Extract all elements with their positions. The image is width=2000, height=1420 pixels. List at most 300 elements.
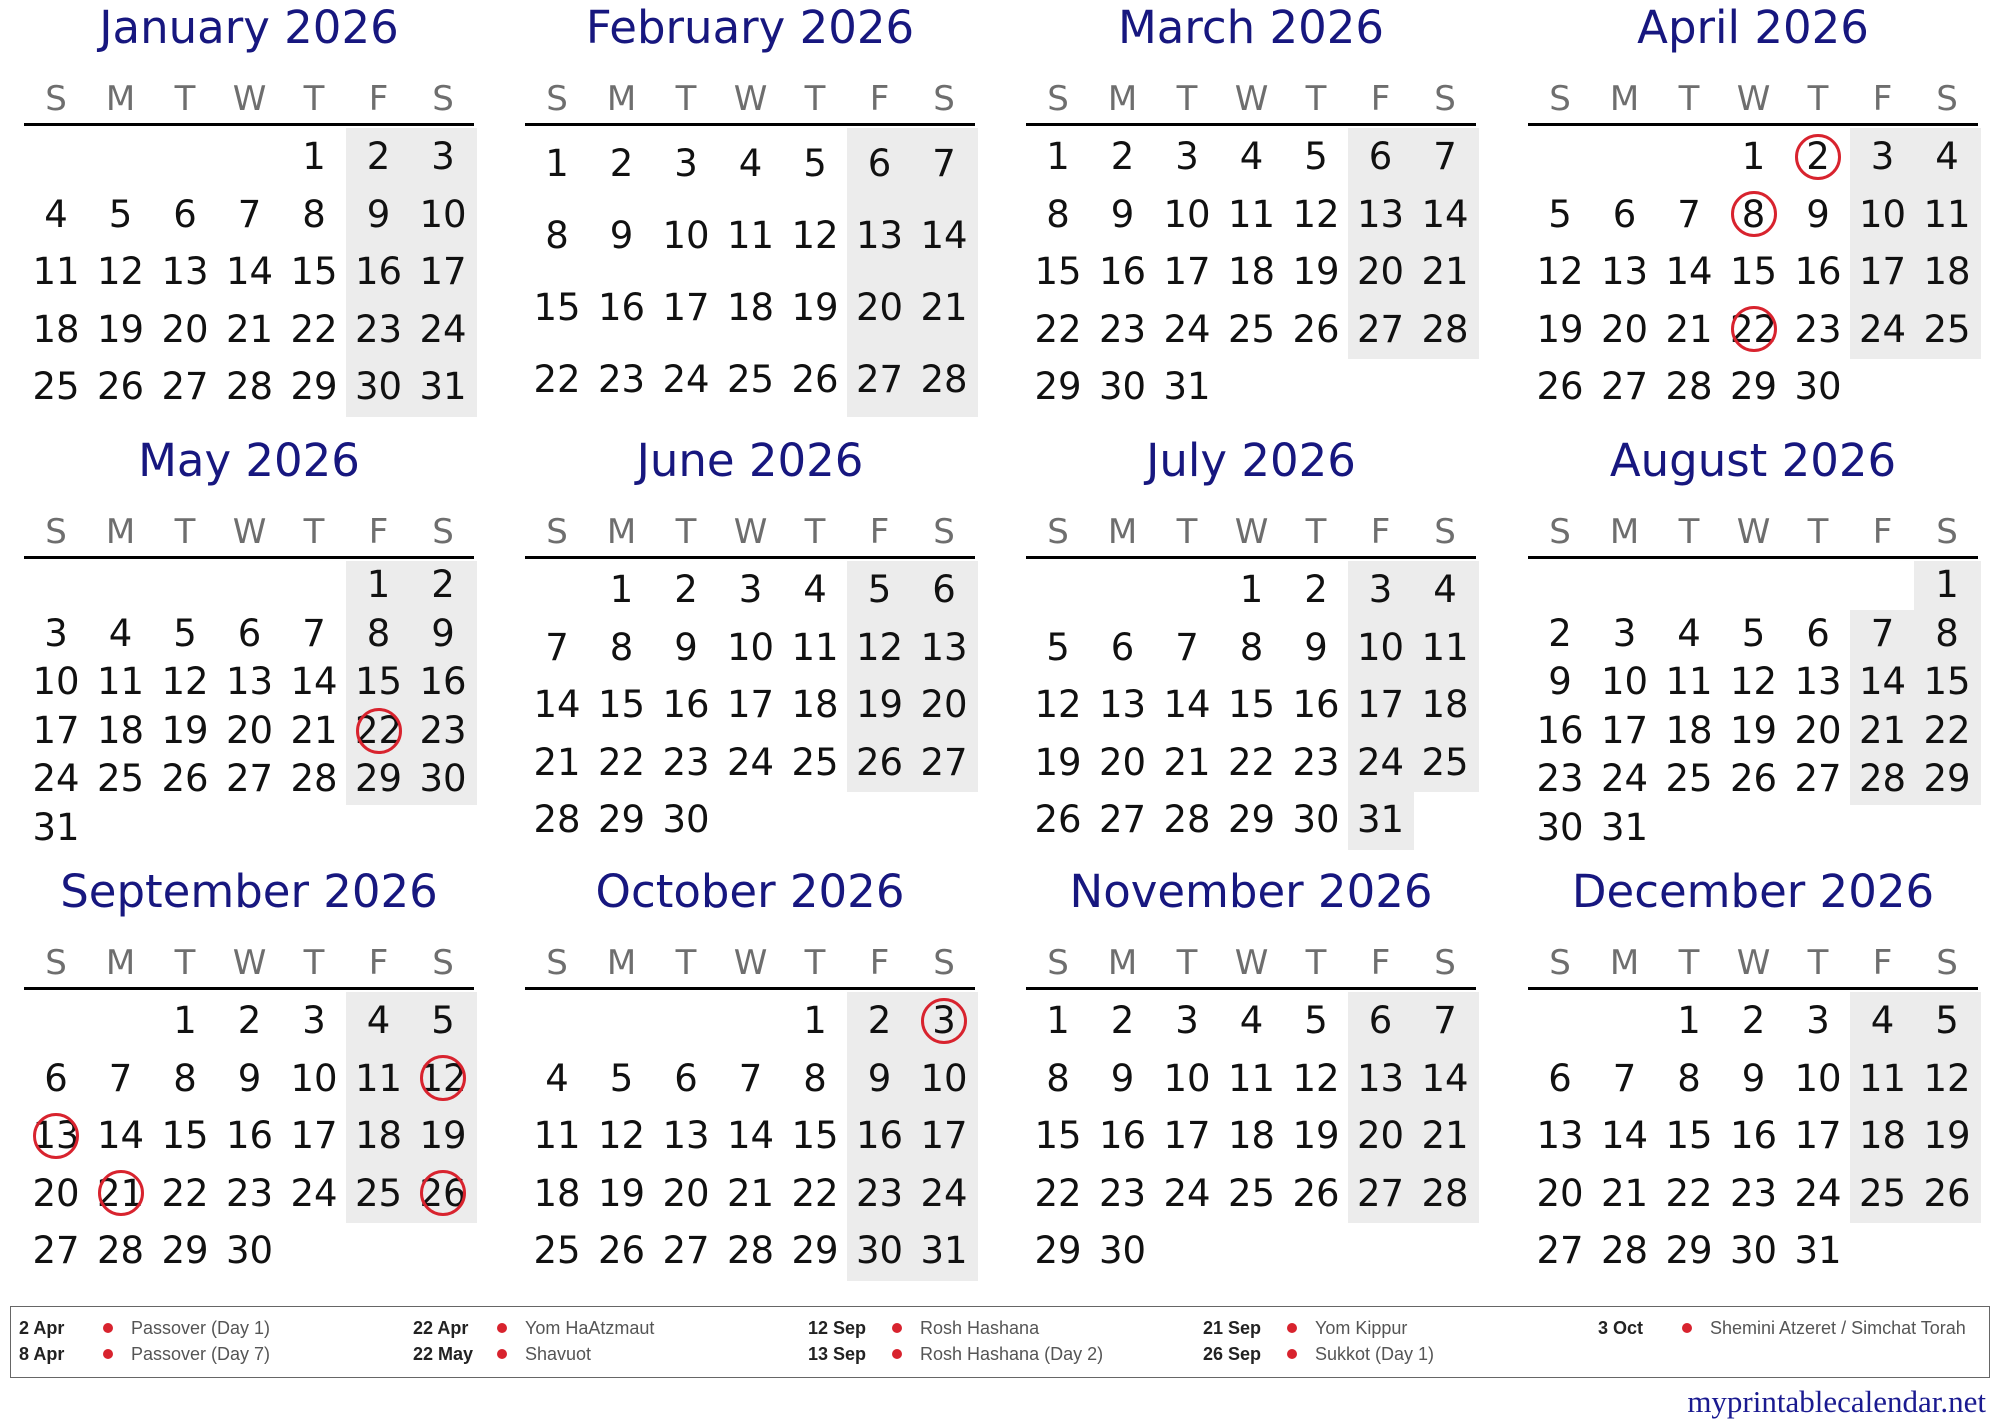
day-cell[interactable]: 27: [1600, 365, 1649, 408]
day-cell[interactable]: 9: [1304, 625, 1328, 669]
day-cell[interactable]: 21: [1421, 1114, 1469, 1157]
day-cell[interactable]: 24: [726, 740, 775, 784]
day-cell[interactable]: 6: [1612, 192, 1637, 236]
day-cell[interactable]: 23: [354, 307, 403, 351]
day-cell[interactable]: 14: [533, 683, 581, 726]
day-cell[interactable]: 17: [920, 1114, 968, 1157]
day-cell[interactable]: 2: [1110, 135, 1135, 178]
day-cell[interactable]: 14: [225, 250, 274, 293]
day-cell[interactable]: 1: [1935, 563, 1959, 606]
day-cell[interactable]: 11: [1227, 1056, 1276, 1100]
day-cell[interactable]: 8: [1046, 1056, 1070, 1100]
day-cell[interactable]: 10: [1163, 192, 1211, 236]
day-cell[interactable]: 5: [803, 142, 827, 185]
day-cell[interactable]: 23: [662, 740, 710, 784]
day-cell[interactable]: 21: [920, 286, 968, 329]
day-cell[interactable]: 26: [1536, 365, 1584, 408]
day-cell[interactable]: 21: [1665, 307, 1713, 351]
day-cell[interactable]: 9: [237, 1056, 262, 1100]
day-cell[interactable]: 3: [44, 611, 68, 655]
day-cell[interactable]: 1: [1046, 999, 1070, 1042]
day-cell[interactable]: 20: [1600, 307, 1649, 351]
day-cell[interactable]: 29: [354, 757, 403, 800]
day-cell[interactable]: 6: [1110, 625, 1135, 669]
day-cell[interactable]: 26: [855, 740, 904, 784]
day-cell[interactable]: 4: [545, 1056, 569, 1100]
day-cell[interactable]: 18: [1923, 250, 1971, 293]
day-cell[interactable]: 15: [1665, 1114, 1713, 1157]
day-cell[interactable]: 16: [662, 683, 710, 726]
day-cell[interactable]: 2: [1741, 999, 1766, 1042]
day-cell[interactable]: 4: [366, 999, 391, 1042]
day-cell[interactable]: 30: [1794, 365, 1842, 408]
day-cell[interactable]: 17: [662, 286, 710, 329]
day-cell[interactable]: 21: [1600, 1171, 1649, 1215]
day-cell[interactable]: 29: [1227, 798, 1276, 841]
day-cell[interactable]: 28: [1163, 798, 1211, 841]
day-cell[interactable]: 18: [791, 683, 839, 726]
day-cell[interactable]: 1: [1046, 135, 1070, 178]
day-cell[interactable]: 24: [1356, 740, 1405, 784]
day-cell[interactable]: 15: [1227, 683, 1276, 726]
day-cell[interactable]: 19: [96, 307, 145, 351]
day-cell[interactable]: 4: [1677, 611, 1701, 655]
day-cell[interactable]: 8: [803, 1056, 827, 1100]
day-cell[interactable]: 5: [1304, 135, 1328, 178]
day-cell[interactable]: 25: [32, 365, 80, 408]
day-cell[interactable]: 27: [225, 757, 274, 800]
day-cell[interactable]: 25: [1923, 307, 1971, 351]
day-cell[interactable]: 21: [726, 1171, 775, 1215]
day-cell[interactable]: 6: [1368, 135, 1393, 178]
day-cell[interactable]: 22: [290, 307, 338, 351]
day-cell[interactable]: 11: [533, 1114, 581, 1157]
day-cell[interactable]: 20: [855, 286, 904, 329]
day-cell[interactable]: 9: [674, 625, 698, 669]
day-cell[interactable]: 2: [237, 999, 262, 1042]
day-cell[interactable]: 24: [290, 1171, 338, 1215]
day-cell[interactable]: 4: [1935, 135, 1959, 178]
day-cell[interactable]: 12: [1729, 660, 1778, 703]
day-cell[interactable]: 14: [920, 214, 968, 257]
day-cell[interactable]: 22: [1665, 1171, 1713, 1215]
day-cell[interactable]: 3: [1175, 135, 1199, 178]
day-cell[interactable]: 30: [1098, 1229, 1147, 1272]
day-cell[interactable]: 15: [161, 1114, 209, 1157]
day-cell[interactable]: 9: [1110, 1056, 1135, 1100]
day-cell[interactable]: 6: [237, 611, 262, 655]
day-cell[interactable]: 17: [1600, 708, 1649, 752]
day-cell[interactable]: 4: [44, 192, 68, 236]
day-cell[interactable]: 5: [1046, 625, 1070, 669]
day-cell[interactable]: 20: [161, 307, 209, 351]
day-cell[interactable]: 24: [662, 358, 710, 401]
day-cell[interactable]: 9: [431, 611, 455, 655]
day-cell[interactable]: 16: [225, 1114, 274, 1157]
day-cell[interactable]: 18: [96, 708, 145, 752]
day-cell[interactable]: 3: [932, 999, 956, 1042]
day-cell[interactable]: 13: [161, 250, 209, 293]
day-cell[interactable]: 19: [1729, 708, 1778, 752]
day-cell[interactable]: 8: [302, 192, 326, 236]
day-cell[interactable]: 12: [419, 1056, 467, 1100]
day-cell[interactable]: 4: [1870, 999, 1895, 1042]
day-cell[interactable]: 25: [533, 1229, 581, 1272]
day-cell[interactable]: 23: [1536, 757, 1584, 800]
day-cell[interactable]: 17: [32, 708, 80, 752]
day-cell[interactable]: 11: [1858, 1056, 1907, 1100]
day-cell[interactable]: 22: [1034, 1171, 1082, 1215]
day-cell[interactable]: 10: [32, 660, 80, 703]
day-cell[interactable]: 25: [1421, 740, 1469, 784]
day-cell[interactable]: 30: [855, 1229, 904, 1272]
day-cell[interactable]: 24: [419, 307, 467, 351]
day-cell[interactable]: 18: [1665, 708, 1713, 752]
day-cell[interactable]: 12: [791, 214, 839, 257]
day-cell[interactable]: 24: [1163, 307, 1211, 351]
day-cell[interactable]: 2: [1806, 135, 1830, 178]
day-cell[interactable]: 3: [738, 568, 763, 611]
day-cell[interactable]: 27: [920, 740, 968, 784]
day-cell[interactable]: 26: [1034, 798, 1082, 841]
day-cell[interactable]: 10: [419, 192, 467, 236]
day-cell[interactable]: 28: [225, 365, 274, 408]
day-cell[interactable]: 19: [791, 286, 839, 329]
day-cell[interactable]: 28: [290, 757, 338, 800]
day-cell[interactable]: 19: [1292, 1114, 1340, 1157]
day-cell[interactable]: 12: [597, 1114, 646, 1157]
day-cell[interactable]: 13: [920, 625, 968, 669]
day-cell[interactable]: 30: [1292, 798, 1340, 841]
day-cell[interactable]: 20: [662, 1171, 710, 1215]
day-cell[interactable]: 16: [1794, 250, 1842, 293]
day-cell[interactable]: 29: [1923, 757, 1971, 800]
day-cell[interactable]: 5: [1548, 192, 1572, 236]
day-cell[interactable]: 5: [867, 568, 892, 611]
day-cell[interactable]: 27: [1356, 1171, 1405, 1215]
day-cell[interactable]: 20: [1536, 1171, 1584, 1215]
day-cell[interactable]: 13: [1356, 192, 1405, 236]
day-cell[interactable]: 2: [1548, 611, 1572, 655]
day-cell[interactable]: 14: [1421, 1056, 1469, 1100]
day-cell[interactable]: 20: [225, 708, 274, 752]
day-cell[interactable]: 27: [1098, 798, 1147, 841]
day-cell[interactable]: 31: [920, 1229, 968, 1272]
day-cell[interactable]: 13: [1356, 1056, 1405, 1100]
day-cell[interactable]: 18: [32, 307, 80, 351]
day-cell[interactable]: 3: [1612, 611, 1637, 655]
day-cell[interactable]: 7: [545, 625, 569, 669]
day-cell[interactable]: 28: [1600, 1229, 1649, 1272]
day-cell[interactable]: 20: [1098, 740, 1147, 784]
day-cell[interactable]: 23: [419, 708, 467, 752]
day-cell[interactable]: 29: [1034, 1229, 1082, 1272]
day-cell[interactable]: 16: [354, 250, 403, 293]
day-cell[interactable]: 22: [791, 1171, 839, 1215]
day-cell[interactable]: 7: [738, 1056, 763, 1100]
day-cell[interactable]: 6: [867, 142, 892, 185]
day-cell[interactable]: 6: [1368, 999, 1393, 1042]
day-cell[interactable]: 28: [1421, 307, 1469, 351]
day-cell[interactable]: 18: [533, 1171, 581, 1215]
day-cell[interactable]: 26: [96, 365, 145, 408]
day-cell[interactable]: 22: [1034, 307, 1082, 351]
day-cell[interactable]: 17: [1858, 250, 1907, 293]
day-cell[interactable]: 15: [290, 250, 338, 293]
day-cell[interactable]: 13: [662, 1114, 710, 1157]
day-cell[interactable]: 26: [597, 1229, 646, 1272]
day-cell[interactable]: 29: [597, 798, 646, 841]
day-cell[interactable]: 12: [855, 625, 904, 669]
day-cell[interactable]: 24: [920, 1171, 968, 1215]
day-cell[interactable]: 28: [1665, 365, 1713, 408]
day-cell[interactable]: 31: [1356, 798, 1405, 841]
day-cell[interactable]: 24: [1600, 757, 1649, 800]
day-cell[interactable]: 18: [1227, 250, 1276, 293]
day-cell[interactable]: 3: [1368, 568, 1393, 611]
day-cell[interactable]: 17: [1356, 683, 1405, 726]
day-cell[interactable]: 23: [225, 1171, 274, 1215]
day-cell[interactable]: 20: [1356, 1114, 1405, 1157]
day-cell[interactable]: 23: [1729, 1171, 1778, 1215]
day-cell[interactable]: 1: [803, 999, 827, 1042]
day-cell[interactable]: 3: [431, 135, 455, 178]
day-cell[interactable]: 1: [545, 142, 569, 185]
day-cell[interactable]: 11: [1665, 660, 1713, 703]
day-cell[interactable]: 14: [290, 660, 338, 703]
day-cell[interactable]: 12: [1292, 192, 1340, 236]
day-cell[interactable]: 18: [1421, 683, 1469, 726]
day-cell[interactable]: 29: [290, 365, 338, 408]
day-cell[interactable]: 23: [1292, 740, 1340, 784]
day-cell[interactable]: 12: [1923, 1056, 1971, 1100]
day-cell[interactable]: 30: [354, 365, 403, 408]
day-cell[interactable]: 8: [609, 625, 634, 669]
day-cell[interactable]: 19: [1292, 250, 1340, 293]
day-cell[interactable]: 22: [597, 740, 646, 784]
day-cell[interactable]: 18: [1858, 1114, 1907, 1157]
day-cell[interactable]: 1: [302, 135, 326, 178]
day-cell[interactable]: 6: [674, 1056, 698, 1100]
day-cell[interactable]: 27: [32, 1229, 80, 1272]
day-cell[interactable]: 14: [1858, 660, 1907, 703]
day-cell[interactable]: 19: [597, 1171, 646, 1215]
day-cell[interactable]: 8: [1046, 192, 1070, 236]
day-cell[interactable]: 5: [1741, 611, 1766, 655]
day-cell[interactable]: 6: [1806, 611, 1830, 655]
day-cell[interactable]: 23: [1098, 1171, 1147, 1215]
day-cell[interactable]: 25: [1227, 307, 1276, 351]
day-cell[interactable]: 5: [431, 999, 455, 1042]
day-cell[interactable]: 9: [1806, 192, 1830, 236]
day-cell[interactable]: 21: [96, 1171, 145, 1215]
day-cell[interactable]: 28: [726, 1229, 775, 1272]
day-cell[interactable]: 31: [419, 365, 467, 408]
day-cell[interactable]: 8: [1935, 611, 1959, 655]
day-cell[interactable]: 10: [920, 1056, 968, 1100]
day-cell[interactable]: 13: [1794, 660, 1842, 703]
day-cell[interactable]: 12: [96, 250, 145, 293]
day-cell[interactable]: 26: [1923, 1171, 1971, 1215]
day-cell[interactable]: 14: [1163, 683, 1211, 726]
day-cell[interactable]: 25: [726, 358, 775, 401]
day-cell[interactable]: 15: [597, 683, 646, 726]
day-cell[interactable]: 1: [1239, 568, 1264, 611]
day-cell[interactable]: 22: [1227, 740, 1276, 784]
day-cell[interactable]: 3: [1806, 999, 1830, 1042]
day-cell[interactable]: 28: [96, 1229, 145, 1272]
day-cell[interactable]: 3: [1175, 999, 1199, 1042]
day-cell[interactable]: 12: [161, 660, 209, 703]
day-cell[interactable]: 26: [419, 1171, 467, 1215]
day-cell[interactable]: 2: [867, 999, 892, 1042]
day-cell[interactable]: 6: [44, 1056, 68, 1100]
day-cell[interactable]: 7: [1677, 192, 1701, 236]
day-cell[interactable]: 9: [1548, 660, 1572, 703]
day-cell[interactable]: 2: [431, 563, 455, 606]
day-cell[interactable]: 17: [290, 1114, 338, 1157]
day-cell[interactable]: 24: [1794, 1171, 1842, 1215]
day-cell[interactable]: 14: [96, 1114, 145, 1157]
day-cell[interactable]: 28: [1858, 757, 1907, 800]
day-cell[interactable]: 30: [662, 798, 710, 841]
day-cell[interactable]: 8: [545, 214, 569, 257]
day-cell[interactable]: 31: [32, 805, 80, 849]
day-cell[interactable]: 16: [597, 286, 646, 329]
day-cell[interactable]: 13: [1536, 1114, 1584, 1157]
day-cell[interactable]: 1: [173, 999, 197, 1042]
day-cell[interactable]: 10: [1356, 625, 1405, 669]
day-cell[interactable]: 2: [609, 142, 634, 185]
day-cell[interactable]: 11: [354, 1056, 403, 1100]
day-cell[interactable]: 16: [419, 660, 467, 703]
day-cell[interactable]: 20: [32, 1171, 80, 1215]
day-cell[interactable]: 14: [1665, 250, 1713, 293]
day-cell[interactable]: 8: [173, 1056, 197, 1100]
day-cell[interactable]: 3: [1870, 135, 1895, 178]
day-cell[interactable]: 4: [738, 142, 763, 185]
day-cell[interactable]: 2: [366, 135, 391, 178]
day-cell[interactable]: 1: [609, 568, 634, 611]
day-cell[interactable]: 13: [32, 1114, 80, 1157]
day-cell[interactable]: 24: [32, 757, 80, 800]
day-cell[interactable]: 11: [1421, 625, 1469, 669]
day-cell[interactable]: 7: [1612, 1056, 1637, 1100]
day-cell[interactable]: 30: [1536, 805, 1584, 849]
day-cell[interactable]: 20: [920, 683, 968, 726]
day-cell[interactable]: 8: [1677, 1056, 1701, 1100]
day-cell[interactable]: 4: [108, 611, 133, 655]
day-cell[interactable]: 19: [1034, 740, 1082, 784]
day-cell[interactable]: 11: [32, 250, 80, 293]
day-cell[interactable]: 16: [855, 1114, 904, 1157]
day-cell[interactable]: 14: [1600, 1114, 1649, 1157]
day-cell[interactable]: 30: [1098, 365, 1147, 408]
day-cell[interactable]: 13: [1098, 683, 1147, 726]
day-cell[interactable]: 8: [1741, 192, 1766, 236]
day-cell[interactable]: 17: [726, 683, 775, 726]
day-cell[interactable]: 15: [1729, 250, 1778, 293]
day-cell[interactable]: 21: [225, 307, 274, 351]
day-cell[interactable]: 13: [855, 214, 904, 257]
day-cell[interactable]: 11: [726, 214, 775, 257]
day-cell[interactable]: 24: [1163, 1171, 1211, 1215]
day-cell[interactable]: 16: [1292, 683, 1340, 726]
day-cell[interactable]: 28: [1421, 1171, 1469, 1215]
day-cell[interactable]: 24: [1858, 307, 1907, 351]
day-cell[interactable]: 1: [1677, 999, 1701, 1042]
day-cell[interactable]: 27: [1794, 757, 1842, 800]
day-cell[interactable]: 27: [1356, 307, 1405, 351]
site-name[interactable]: myprintablecalendar.net: [1687, 1384, 1986, 1419]
day-cell[interactable]: 5: [1935, 999, 1959, 1042]
day-cell[interactable]: 4: [1239, 135, 1264, 178]
day-cell[interactable]: 2: [674, 568, 698, 611]
day-cell[interactable]: 28: [533, 798, 581, 841]
day-cell[interactable]: 26: [161, 757, 209, 800]
day-cell[interactable]: 19: [1536, 307, 1584, 351]
day-cell[interactable]: 23: [1794, 307, 1842, 351]
day-cell[interactable]: 23: [855, 1171, 904, 1215]
day-cell[interactable]: 29: [791, 1229, 839, 1272]
day-cell[interactable]: 14: [726, 1114, 775, 1157]
day-cell[interactable]: 25: [1665, 757, 1713, 800]
day-cell[interactable]: 19: [161, 708, 209, 752]
day-cell[interactable]: 13: [225, 660, 274, 703]
day-cell[interactable]: 16: [1729, 1114, 1778, 1157]
day-cell[interactable]: 23: [597, 358, 646, 401]
day-cell[interactable]: 22: [1729, 307, 1778, 351]
day-cell[interactable]: 5: [609, 1056, 634, 1100]
day-cell[interactable]: 5: [1304, 999, 1328, 1042]
day-cell[interactable]: 8: [366, 611, 391, 655]
day-cell[interactable]: 7: [1870, 611, 1895, 655]
day-cell[interactable]: 21: [1858, 708, 1907, 752]
day-cell[interactable]: 6: [173, 192, 197, 236]
day-cell[interactable]: 17: [419, 250, 467, 293]
day-cell[interactable]: 22: [1923, 708, 1971, 752]
day-cell[interactable]: 15: [1034, 1114, 1082, 1157]
day-cell[interactable]: 21: [290, 708, 338, 752]
day-cell[interactable]: 12: [1292, 1056, 1340, 1100]
day-cell[interactable]: 27: [1536, 1229, 1584, 1272]
day-cell[interactable]: 16: [1098, 1114, 1147, 1157]
day-cell[interactable]: 25: [96, 757, 145, 800]
day-cell[interactable]: 9: [366, 192, 391, 236]
day-cell[interactable]: 26: [1729, 757, 1778, 800]
day-cell[interactable]: 10: [1163, 1056, 1211, 1100]
day-cell[interactable]: 18: [1227, 1114, 1276, 1157]
day-cell[interactable]: 19: [855, 683, 904, 726]
day-cell[interactable]: 10: [1794, 1056, 1842, 1100]
day-cell[interactable]: 15: [354, 660, 403, 703]
day-cell[interactable]: 3: [302, 999, 326, 1042]
day-cell[interactable]: 3: [674, 142, 698, 185]
day-cell[interactable]: 18: [354, 1114, 403, 1157]
day-cell[interactable]: 28: [920, 358, 968, 401]
day-cell[interactable]: 7: [1433, 999, 1457, 1042]
day-cell[interactable]: 20: [1356, 250, 1405, 293]
day-cell[interactable]: 26: [1292, 1171, 1340, 1215]
day-cell[interactable]: 2: [1304, 568, 1328, 611]
day-cell[interactable]: 27: [855, 358, 904, 401]
day-cell[interactable]: 7: [302, 611, 326, 655]
day-cell[interactable]: 29: [1034, 365, 1082, 408]
day-cell[interactable]: 25: [354, 1171, 403, 1215]
day-cell[interactable]: 9: [609, 214, 634, 257]
day-cell[interactable]: 10: [662, 214, 710, 257]
day-cell[interactable]: 15: [533, 286, 581, 329]
